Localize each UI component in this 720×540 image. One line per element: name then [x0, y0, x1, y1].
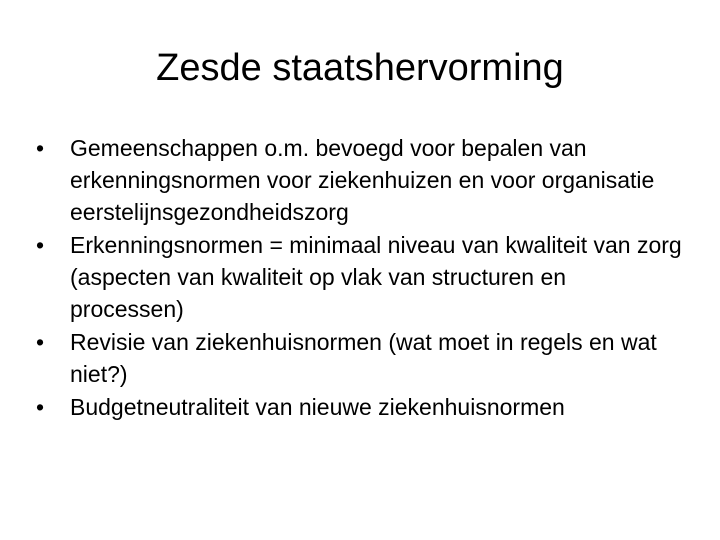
bullet-icon: • — [36, 232, 45, 258]
bullet-icon: • — [36, 394, 45, 420]
bullet-icon: • — [36, 135, 45, 161]
bullet-item — [36, 132, 686, 228]
bullet-item — [36, 326, 686, 390]
bullet-icon: • — [36, 329, 45, 355]
slide-title: Zesde staatshervorming — [156, 47, 564, 89]
bullet-text: Gemeenschappen o.m. bevoegd voor bepalen van erkenningsnormen voor ziekenhuizen en voor organisatie eerstelijnsgezondheidszorg — [70, 135, 655, 225]
bullet-item — [36, 229, 686, 325]
bullet-item — [36, 391, 686, 423]
bullet-list — [36, 132, 686, 424]
bullet-text: Budgetneutraliteit van nieuwe ziekenhuisnormen — [70, 394, 565, 420]
bullet-text: Revisie van ziekenhuisnormen (wat moet in regels en wat niet?) — [70, 329, 657, 387]
bullet-text: Erkenningsnormen = minimaal niveau van kwaliteit van zorg (aspecten van kwaliteit op vlak van structuren en processen) — [70, 232, 682, 322]
